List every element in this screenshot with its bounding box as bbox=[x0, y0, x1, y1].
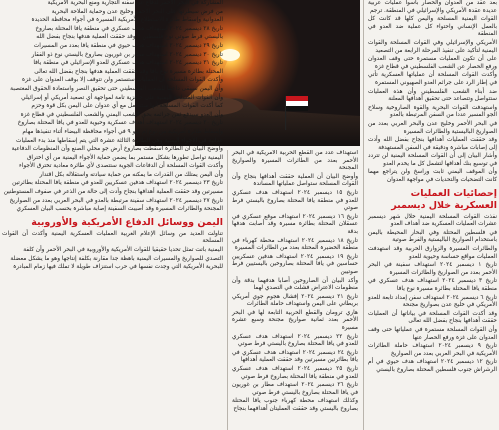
paragraph: على أن تكون العمليات مستمرة حتى وقف العدوان ورفع الحصار عن الشعب الفلسطيني في قطاع غزة bbox=[368, 56, 497, 70]
paragraph: وأن العدو سيدفع ثمن جرائمه بحق الشعب اليمني والشعب الفلسطيني في قطاع غزة bbox=[20, 111, 223, 118]
paragraph: وأشار البيان إلى أن القوات المسلحة اليمنية لن تتردد في توسيع بنك أهدافها لتشمل كل ما يخدم العدو bbox=[368, 153, 497, 167]
paragraph: وأن اليمن يمتلك من القدرات ما يمكنه من حماية سيادته واستقلاله بكل اقتدار bbox=[39, 171, 223, 178]
paragraph: تاريخ ٣٠ ديسمبر ٢٠٢٤ استهداف مطار بن غوريون بصاروخ باليستي نوع ذو الفقار bbox=[31, 51, 223, 58]
paragraph: وأن الموقف اليمني ثابت وراسخ ولن يتراجع مهما كانت التضحيات والتحديات في مواجهة العدوان bbox=[368, 169, 497, 184]
paragraph: تاريخ ٢٢ ديسمبر ٢٠٢٤ استهداف هدف عسكري للعدو في يافا المحتلة بصاروخ باليستي فرط صوتي bbox=[232, 333, 358, 348]
paragraph: وقد حققت العمليات أهدافها بنجاح بفضل الله وأدت إلى إصابات مباشرة ودقيقة في السفن المستهدفة bbox=[368, 137, 497, 151]
paragraph: وأكدت القوات المسلحة أن الدفاعات الجوية ستتصدى لأي طائرة معادية تخترق الأجواء bbox=[19, 163, 223, 170]
left-column-text-top bbox=[0, 0, 225, 214]
flag-red-stripe bbox=[286, 96, 308, 101]
paragraph: القوات اليمنية المسلحة واليمن كلها قد كانت كل بالعمل الإنساني واحتواء كل عملية ضد العدو في المنطقة bbox=[368, 16, 497, 38]
paragraph: ضد أبناء الشعب الفلسطيني وأن هذه العمليات ستتواصل وتتصاعد حتى تحقيق أهدافها المعلنة bbox=[368, 88, 497, 103]
paragraph: تاريخ ١٥ ديسمبر ٢٠٢٤ استهداف هدف عسكري للعدو في منطقة يافا المحتلة بصاروخ باليستي فرط صوتي bbox=[232, 189, 358, 212]
paragraph: المشاركة في البحر الأحمر لدفاع عن سفنه التجارية ومنع البحرية الأمريكية bbox=[47, 0, 223, 6]
paragraph: تاريخ ٢١ ديسمبر ٢٠٢٤ إفشال هجوم جوي أمريكي بريطاني على اليمن واستهداف حاملة الطائرات bbox=[232, 293, 358, 308]
paragraph: نفذت القوات المسلحة اليمنية خلال شهر ديسمبر عشرات العمليات العسكرية ضد أهداف العدو bbox=[368, 213, 497, 228]
section-subhead: اليمن ووسائل الدفاع الأمريكية والأوروبية bbox=[31, 216, 223, 228]
paragraph: تاريخ ١٩ ديسمبر ٢٠٢٤ استهداف هدفين عسكريين حساسين في يافا المحتلة بصاروخين باليستيين فرط صوتيين bbox=[232, 253, 358, 275]
paragraph: اليمنية باتت تمثل تحديا حقيقيا للقوات الأمريكية والأوروبية في البحر الأحمر وأن كلفة bbox=[23, 247, 223, 254]
flag-black-stripe bbox=[286, 106, 308, 111]
paragraph: في فلسطين المحتلة وفي البحار المحيطة باليمن باستخدام الصواريخ الباليستية والفرط صوتية bbox=[368, 229, 497, 244]
paragraph: للبحرية الأمريكية التي وجدت نفسها في حرب استنزاف طويلة لا تملك فيها زمام المبادرة bbox=[13, 264, 223, 271]
paragraph: وأوضح البيان أن الطائرة أسقطت بصاروخ أرض جو محلي الصنع وأن المنظومات الدفاعية bbox=[11, 146, 223, 153]
paragraph: تاريخ ٢٦ ديسمبر ٢٠٢٤ استهداف مطار بن غوريون في يافا المحتلة بصاروخ باليستي فرط صوتي bbox=[232, 382, 358, 396]
paragraph: كما أكدت القوات المسلحة أنها ستتعامل مع أي عدوان على اليمن بكل قوة وحزم bbox=[31, 103, 223, 110]
paragraph: وأن القوات المسلحة اليمنية على جاهزية تامة لمواجهة أي تصعيد أمريكي أو إسرائيلي bbox=[21, 94, 223, 101]
right-column bbox=[366, 0, 499, 430]
paragraph: وأكدت القوات المسلحة أن العمليات ستستمر ولن تتوقف إلا بوقف العدوان على غزة bbox=[22, 77, 223, 84]
paragraph: وإسقاط طائرة أمريكية من نوع إم كيو ٩ في أجواء محافظة البيضاء أثناء تنفيذها مهام bbox=[22, 128, 223, 135]
paragraph: تاريخ ٢٤ ديسمبر ٢٠٢٤ استهداف هدف عسكري في يافا بطائرتين مسيرتين وقد حققت العملية أهدافها bbox=[232, 349, 358, 364]
column-divider bbox=[227, 150, 228, 430]
paragraph: تاريخ ٣ ديسمبر ٢٠٢٤ استهداف هدف عسكري في منطقة يافا المحتلة بطائرة مسيرة نوع يافا bbox=[368, 278, 497, 292]
paragraph: وقد أكدت القوات المسلحة في بياناتها أن العمليات حققت أهدافها بنجاح بفضل الله تعالى bbox=[368, 310, 497, 325]
paragraph: وأكدت القوات المسلحة أن عملياتها العسكرية تأتي في إطار الرد على جرائم العدو الصهيوني المستمرة bbox=[368, 72, 497, 86]
paragraph: تاريخ ٢٠ ديسمبر ٢٠٢٤ استهداف أهداف عسكرية وحيوية للعدو في يافا المحتلة بصاروخ bbox=[17, 120, 223, 127]
paragraph: هاري ترومان والقطع الحربية التابعة لها في البحر الأحمر بعدد ثمانية صواريخ مجنحة وسبع عشرة مسيرة bbox=[232, 309, 358, 332]
paragraph: واستهدفت القوات البحرية والقوة الصاروخية وسلاح الجو المسير عددا من السفن المرتبطة بالعدو bbox=[368, 104, 497, 119]
paragraph: المحتلة بطائرة مسيرة نوع يافا وقد حققت العملية هدفها بنجاح بفضل الله تعالى bbox=[34, 68, 223, 75]
paragraph: وأن اليمن سيبقى داعما للشعب الفلسطيني حتى تحقيق النصر واستعادة الحقوق المغتصبة bbox=[10, 85, 223, 92]
paragraph: استهداف عدد من القطع الحربية الأمريكية في البحر الأحمر بعدد من الطائرات المسيرة والصواريخ المجنحة bbox=[232, 150, 358, 172]
paragraph: تاريخ ١ ديسمبر ٢٠٢٤ استهداف سفينة في البحر الأحمر بعدد من الصواريخ والطائرات المسيرة bbox=[368, 262, 497, 276]
paragraph: مسيرتين وقد حققت العملية أهدافها بنجاح وأدت إلى حالة من الذعر في صفوف المستوطنين bbox=[3, 189, 223, 196]
paragraph: تاريخ ٢٥ ديسمبر ٢٠٢٤ استهداف هدف عسكري للعدو في منطقة يافا المحتلة بصاروخ فرط صوتي bbox=[232, 366, 358, 380]
paragraph: العدوانية وإسقاط طائرة الاستطلاع الأمريكية المسيرة في أجواء محافظة الحديدة bbox=[31, 17, 223, 24]
paragraph: اليمنية تواصل تطورها بشكل مستمر بما يضمن حماية الأجواء اليمنية من أي اختراق bbox=[26, 154, 223, 161]
paragraph: تاريخ ١٦ ديسمبر ٢٠٢٤ استهداف موقع عسكري في عسقلان المحتلة بطائرة مسيرة وقد أصابت هدفها بدقة bbox=[232, 213, 358, 235]
section-subhead: إحصائيات العمليات العسكرية خلال ديسمبر bbox=[391, 187, 497, 211]
paragraph: الأمريكي والإسرائيلي وفي القوات المسلحة والقوات اليمنية لتأكيد على تنفيذ المرحلة الرابعة من التصعيد bbox=[368, 39, 497, 54]
paragraph: تاريخ ١٢ ديسمبر ٢٠٢٤ استهداف هدف حيوي في أم الرشراش جنوب فلسطين المحتلة بصاروخ باليستي bbox=[368, 359, 497, 373]
left-column-text-bottom bbox=[0, 231, 225, 272]
middle-column bbox=[230, 150, 360, 430]
paragraph: تاريخ ١٨ ديسمبر ٢٠٢٤ استهداف محطة كهرباء في منطقة الخضيرة المحتلة بعدد من الطائرات المسيرة bbox=[232, 237, 358, 252]
right-column-text-bottom bbox=[366, 214, 499, 375]
flag-white-stripe bbox=[286, 101, 308, 106]
left-column bbox=[0, 0, 225, 430]
paragraph: تاريخ ٣١ ديسمبر ٢٠٢٤ استهداف هدف عسكري للعدو الإسرائيلي في منطقة يافا bbox=[33, 60, 223, 67]
paragraph: في البحر الأحمر وخليج عدن والبحر العربي بعدد من الصواريخ الباليستية والطائرات المسيرة bbox=[368, 120, 497, 135]
paragraph: تاريخ ٢٨ ديسمبر ٢٠٢٤ استهداف هدف عسكري في منطقة يافا المحتلة بصاروخ bbox=[35, 25, 223, 32]
paragraph: من فرض سيطرتها على البحر الأحمر وخليج عدن وحماية الملاحة البحرية bbox=[51, 8, 223, 15]
paragraph: التصدي للصواريخ والمسيرات اليمنية باهظة جدا مقارنة بكلفة إنتاجها وهو ما يشكل معضلة bbox=[10, 255, 223, 262]
paragraph: باليستي فرط صوتي نوع فلسطين ٢ وقد حققت العملية هدفها بنجاح بفضل الله bbox=[36, 34, 223, 41]
paragraph: وأن القوات المسلحة مستمرة في عملياتها حتى وقف العدوان على غزة ورفع الحصار عنها bbox=[368, 326, 497, 341]
paragraph: تناولت العديد من وسائل الإعلام الغربية العمليات العسكرية اليمنية وأكدت أن القوات المسلحة bbox=[2, 230, 223, 245]
paragraph: عدائية في الأجواء اليمنية وهي الطائرة الثالثة عشرة التي يتم إسقاطها منذ بدء العمليات bbox=[16, 137, 223, 144]
paragraph: والطائرات المسيرة والزوارق الحربية وقد استهدفت العمليات مواقع حساسة وحيوية للعدو bbox=[368, 246, 497, 260]
paragraph: وأكد البيان أن الصاروخين أصابا هدفهما بدقة وأن منظومات الاعتراض فشلت في التصدي لهما bbox=[232, 277, 358, 292]
paragraph: تاريخ ٦ ديسمبر ٢٠٢٤ استهداف سفن إمداد تابعة للعدو الأمريكي في خليج عدن بصواريخ مجنحة bbox=[368, 294, 497, 309]
paragraph: تاريخ ٩ ديسمبر ٢٠٢٤ استهداف حاملة الطائرات الأمريكية في البحر العربي بعدد من الصواريخ bbox=[368, 343, 497, 357]
column-divider bbox=[363, 0, 364, 430]
paragraph: وكذلك استهداف محطة كهرباء جنوب يافا المحتلة بصاروخ باليستي وقد حققت العمليتان أهدافهما بنجاح bbox=[232, 398, 358, 412]
paragraph: تاريخ ٢٩ ديسمبر ٢٠٢٤ استهداف هدف حيوي في منطقة يافا بعدد من المسيرات bbox=[33, 42, 223, 49]
paragraph: تاريخ ٢٧ ديسمبر ٢٠٢٤ استهداف سفينة مرتبطة بالعدو في البحر العربي بعدد من الصواريخ bbox=[9, 197, 223, 204]
middle-column-text bbox=[230, 150, 360, 414]
right-column-text-top bbox=[366, 0, 499, 185]
paragraph: وأوضح البيان أن العملية حققت أهدافها بنجاح وأن القوات المسلحة ستواصل عملياتها المساندة bbox=[232, 173, 358, 188]
paragraph: تاريخ ٢٣ ديسمبر ٢٠٢٤ استهداف هدفين عسكريين للعدو في منطقة يافا المحتلة بطائرتين bbox=[12, 180, 223, 187]
paragraph: المجنحة والطائرات المسيرة وقد أصيبت السفينة إصابة مباشرة بحسب البيان العسكري bbox=[16, 206, 223, 213]
paragraph: بعد عقد من العدوان والحصار بأسوأ عمليات عربية عديدة عقدة الأمريكي والإسرائيلي في المنطقة. ترجم bbox=[368, 0, 497, 14]
